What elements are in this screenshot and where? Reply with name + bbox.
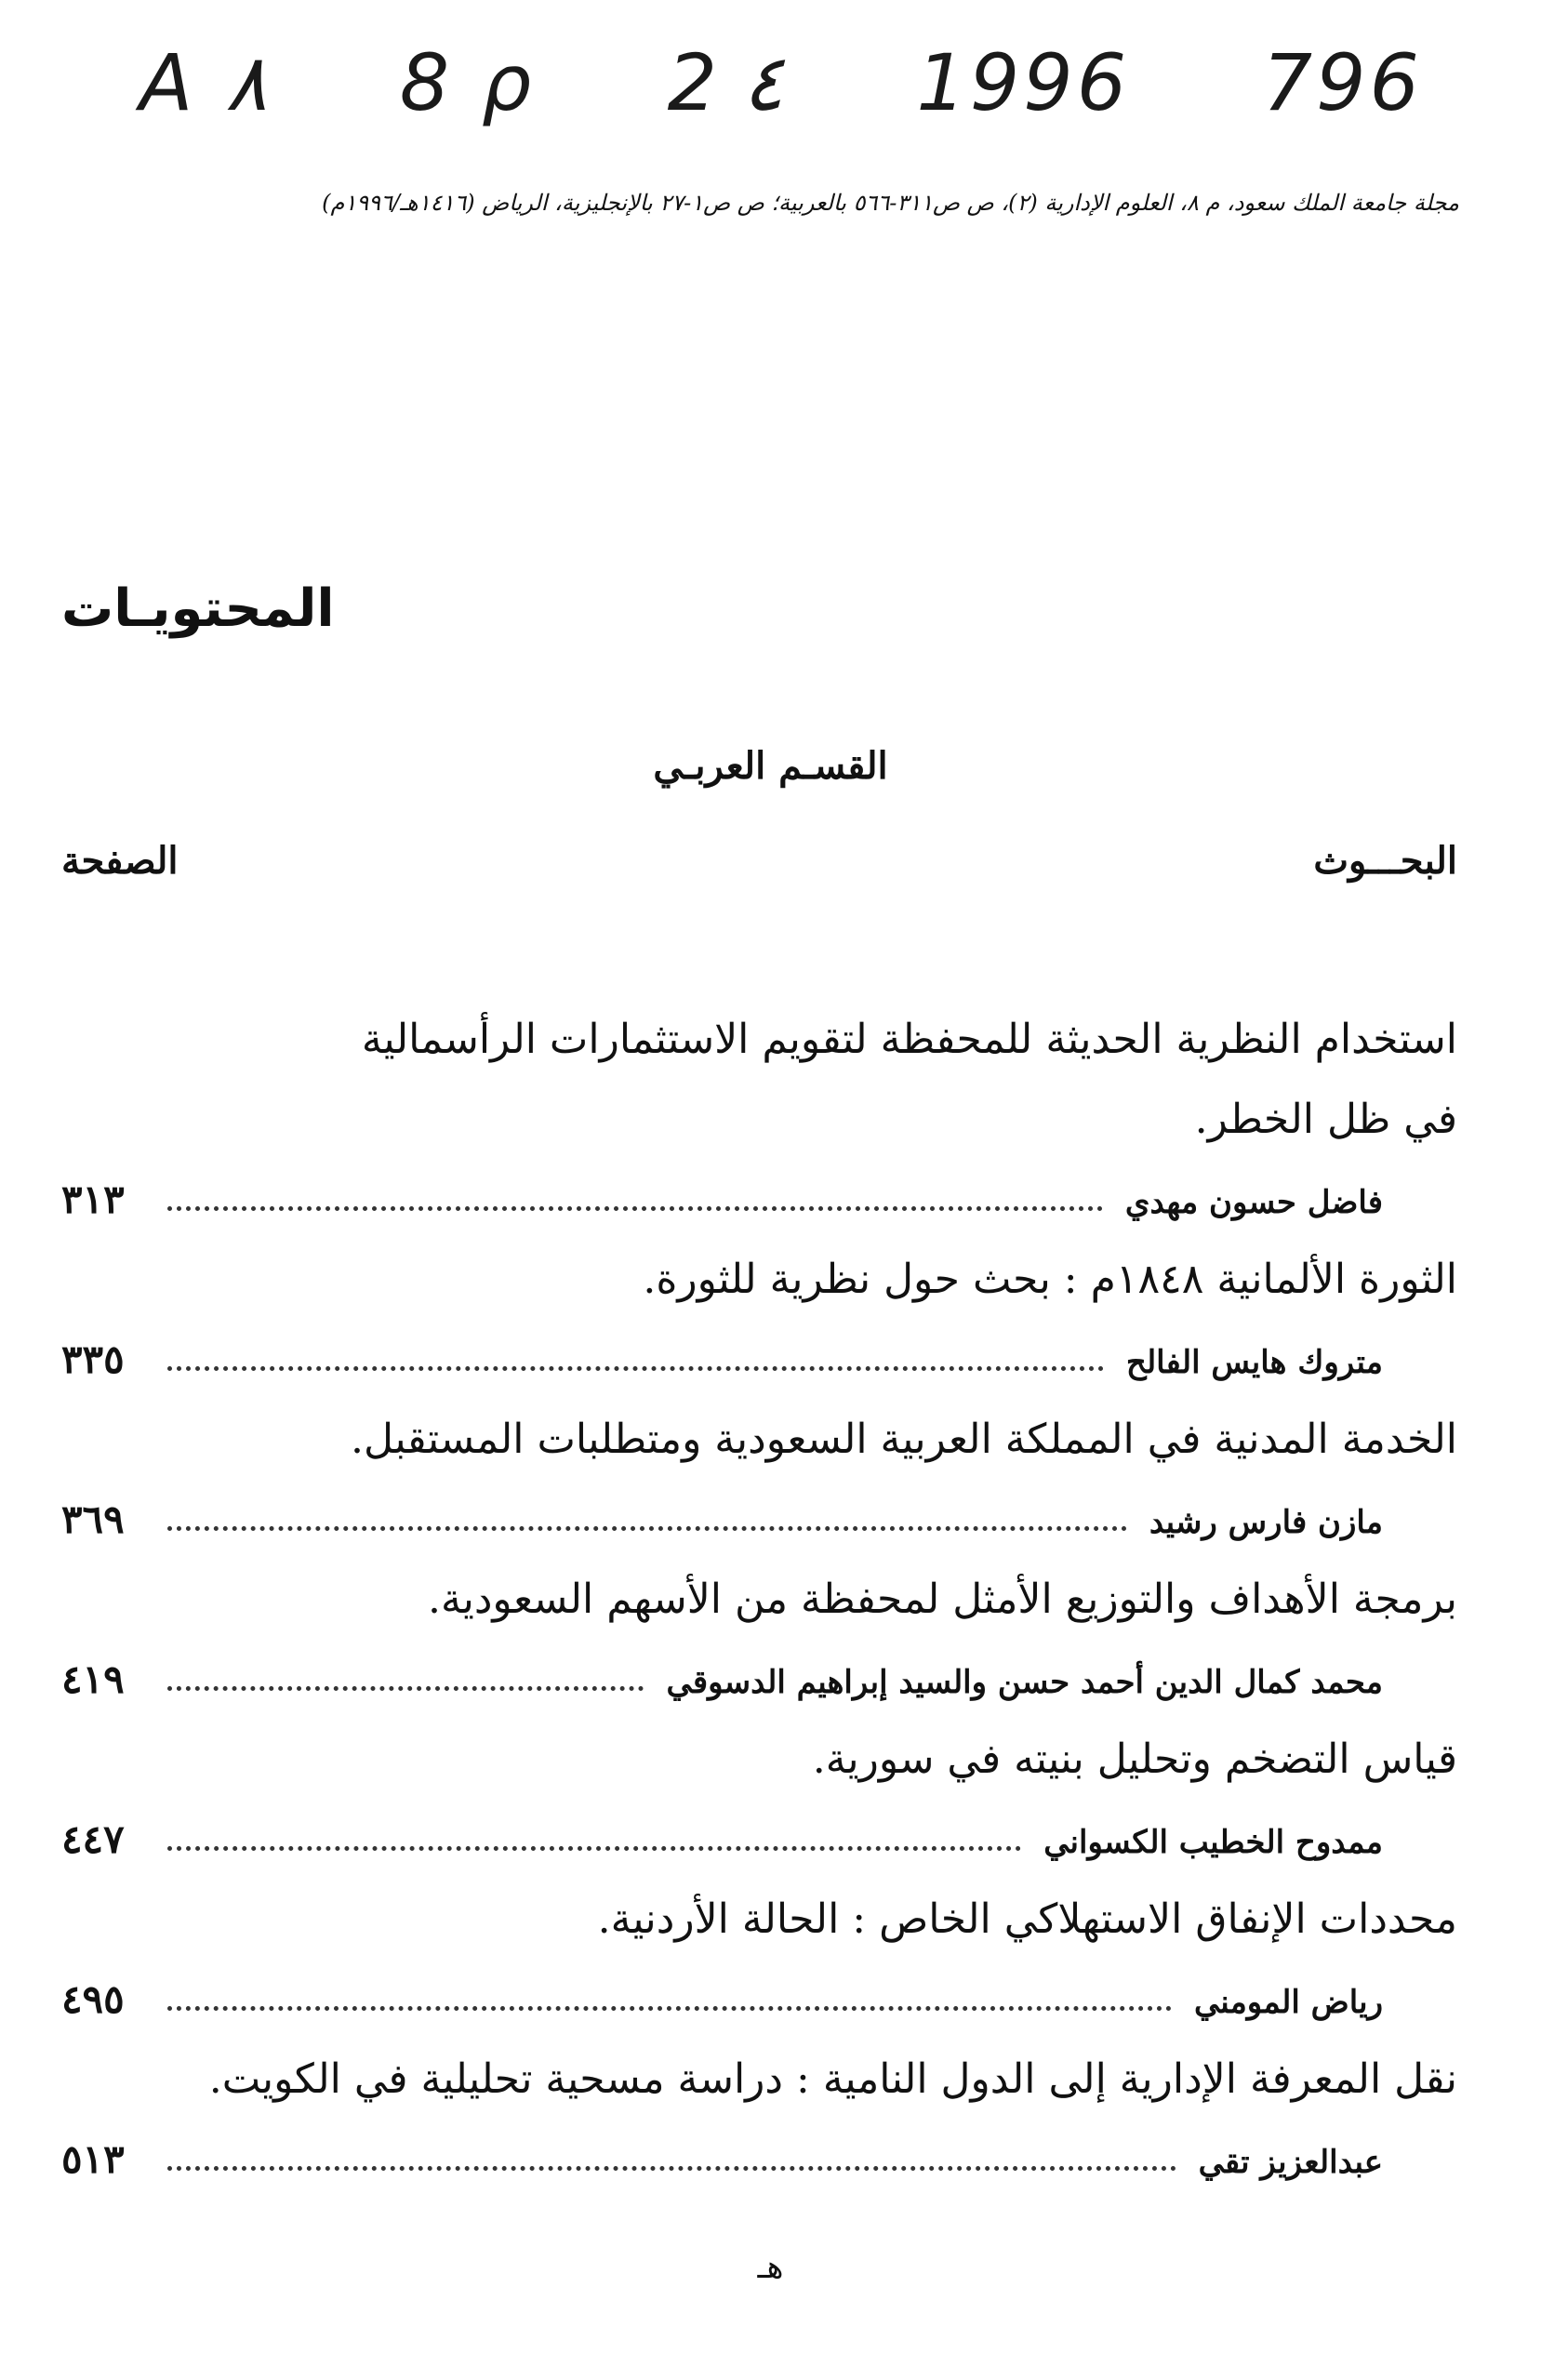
entry-page-number: ٥١٣ bbox=[61, 2136, 125, 2182]
dot-leader bbox=[167, 1846, 1021, 1851]
entry-page-number: ٣٦٩ bbox=[61, 1496, 125, 1542]
entry-author-line bbox=[61, 1800, 1457, 1880]
entry-page-number: ٤٤٧ bbox=[61, 1816, 125, 1862]
contents-entry bbox=[61, 1240, 1457, 1400]
dot-leader bbox=[167, 2166, 1176, 2171]
page-column-header: الصفحة bbox=[61, 839, 179, 883]
dot-leader bbox=[167, 1686, 644, 1691]
entry-author: محمد كمال الدين أحمد حسن والسيد إبراهيم الدسوقي bbox=[666, 1664, 1383, 1701]
entry-author: متروك هايس الفالح bbox=[1125, 1344, 1383, 1381]
dot-leader bbox=[167, 1366, 1104, 1371]
entry-author: فاضل حسون مهدي bbox=[1124, 1184, 1383, 1221]
dot-leader bbox=[167, 1206, 1103, 1211]
entry-author-line bbox=[61, 1480, 1457, 1560]
entry-author: ممدوح الخطيب الكسواني bbox=[1043, 1824, 1383, 1861]
entry-title: برمجة الأهداف والتوزيع الأمثل لمحفظة من الأسهم السعودية. bbox=[428, 1576, 1457, 1623]
contents-entry bbox=[61, 1000, 1457, 1240]
dot-leader bbox=[167, 2006, 1172, 2011]
handwritten-note bbox=[139, 37, 1423, 128]
contents-list bbox=[61, 1000, 1457, 2200]
entry-author: مازن فارس رشيد bbox=[1149, 1504, 1383, 1541]
page-marker: هـ bbox=[757, 2249, 784, 2286]
entry-author: رياض المومني bbox=[1193, 1984, 1383, 2021]
entry-title: استخدام النظرية الحديثة للمحفظة لتقويم الاستثمارات الرأسمالية bbox=[361, 1016, 1457, 1063]
contents-entry bbox=[61, 1880, 1457, 2040]
entry-page-number: ٤١٩ bbox=[61, 1656, 125, 1702]
entry-page-number: ٣١٣ bbox=[61, 1177, 125, 1222]
entry-title: الخدمة المدنية في المملكة العربية السعودية ومتطلبات المستقبل. bbox=[351, 1416, 1457, 1463]
handwritten-part: 1996 bbox=[916, 37, 1131, 128]
contents-entry bbox=[61, 1400, 1457, 1560]
entry-author: عبدالعزيز تقي bbox=[1198, 2144, 1383, 2181]
entry-title: في ظل الخطر. bbox=[1194, 1096, 1457, 1143]
dot-leader bbox=[167, 1526, 1127, 1531]
entry-author-line bbox=[61, 1320, 1457, 1400]
section-title: القسـم العربـي bbox=[653, 744, 888, 788]
entry-page-number: ٤٩٥ bbox=[61, 1976, 125, 2022]
handwritten-part: 8 ρ bbox=[399, 37, 536, 128]
entry-author-line bbox=[61, 1640, 1457, 1720]
entry-author-line bbox=[61, 1160, 1457, 1240]
entry-title: الثورة الألمانية ١٨٤٨م : بحث حول نظرية للثورة. bbox=[643, 1256, 1457, 1303]
handwritten-part: A ٨ bbox=[139, 37, 268, 128]
handwritten-part: 796 bbox=[1262, 37, 1423, 128]
entry-title: محددات الإنفاق الاستهلاكي الخاص : الحالة الأردنية. bbox=[597, 1895, 1457, 1943]
contents-entry bbox=[61, 1560, 1457, 1720]
entry-title: نقل المعرفة الإدارية إلى الدول النامية : دراسة مسحية تحليلية في الكويت. bbox=[208, 2055, 1457, 2103]
journal-citation: مجلة جامعة الملك سعود، م ٨، العلوم الإدارية (٢)، ص ص٣١١-٥٦٦ بالعربية؛ ص ص١-٢٧ بالإنجليزية، الرياض (١٤١٦هـ/١٩٩٦م) bbox=[322, 190, 1459, 216]
handwritten-part: 2 ٤ bbox=[667, 37, 784, 128]
research-column-header: البحـــوث bbox=[1313, 839, 1457, 883]
entry-author-line bbox=[61, 2120, 1457, 2200]
entry-author-line bbox=[61, 1960, 1457, 2040]
contents-entry bbox=[61, 2040, 1457, 2200]
contents-entry bbox=[61, 1720, 1457, 1880]
contents-title: المحتويـات bbox=[61, 578, 335, 639]
entry-page-number: ٣٣٥ bbox=[61, 1336, 125, 1382]
entry-title: قياس التضخم وتحليل بنيته في سورية. bbox=[812, 1735, 1457, 1783]
